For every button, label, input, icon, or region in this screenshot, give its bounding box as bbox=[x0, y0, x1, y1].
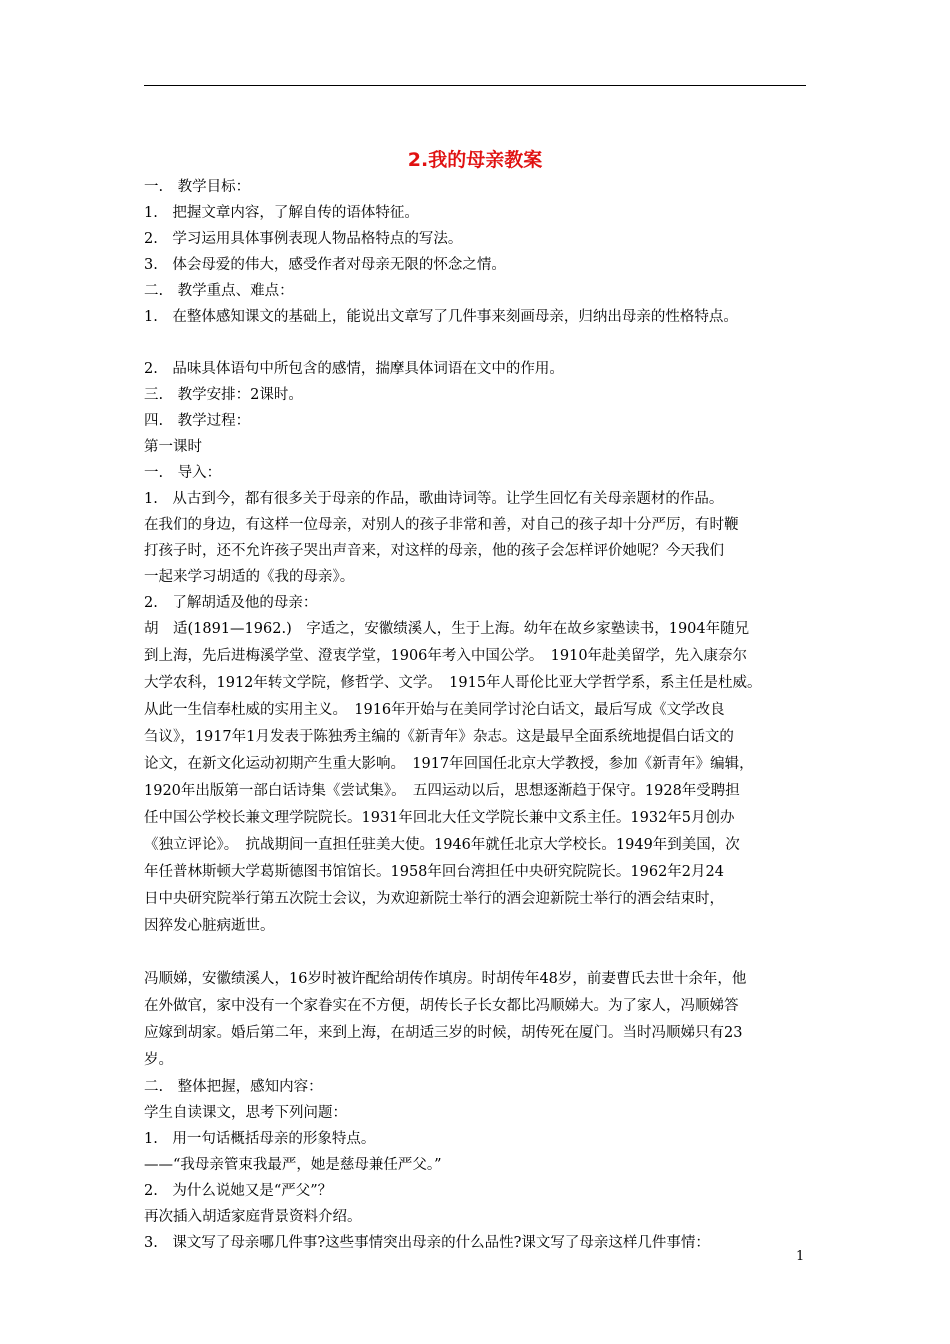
text-line: 论文，在新文化运动初期产生重大影响。 1917年回国任北京大学教授，参加《新青年》编辑， bbox=[144, 756, 754, 772]
text-line: 应嫁到胡家。婚后第二年，来到上海，在胡适三岁的时候，胡传死在厦门。当时冯顺娣只有23 bbox=[144, 1025, 743, 1041]
text-line: 打孩子时，还不允许孩子哭出声音来，对这样的母亲，他的孩子会怎样评价她呢？今天我们 bbox=[144, 543, 724, 559]
answer-1: ——“我母亲管束我最严，她是慈母兼任严父。” bbox=[144, 1157, 442, 1173]
section-heading-objectives: 一. 教学目标： bbox=[144, 179, 251, 195]
document-body bbox=[144, 174, 820, 1256]
text-line: 在我们的身边，有这样一位母亲，对别人的孩子非常和善，对自己的孩子却十分严厉，有时鞭 bbox=[144, 517, 739, 533]
question-1: 1. 用一句话概括母亲的形象特点。 bbox=[144, 1131, 376, 1147]
text-line: 1920年出版第一部白话诗集《尝试集》。 五四运动以后，思想逐渐趋于保守。1928年受聘担 bbox=[144, 783, 740, 799]
text-line: 《独立评论》。 抗战期间一直担任驻美大使。1946年就任北京大学校长。1949年到美国，次 bbox=[144, 837, 740, 853]
objective-3: 3. 体会母爱的伟大，感受作者对母亲无限的怀念之情。 bbox=[144, 257, 506, 273]
text-line: 在外做官，家中没有一个家眷实在不方便，胡传长子长女都比冯顺娣大。为了家人，冯顺娣答 bbox=[144, 998, 739, 1014]
question-3: 3. 课文写了母亲哪几件事?这些事情突出母亲的什么品性?课文写了母亲这样几件事情： bbox=[144, 1235, 710, 1251]
text-line: 学生自读课文，思考下列问题： bbox=[144, 1105, 347, 1121]
page-number: 1 bbox=[796, 1249, 805, 1264]
subheading-intro: 一. 导入： bbox=[144, 465, 222, 481]
key-point-2: 2. 品味具体语句中所包含的感情，揣摩具体词语在文中的作用。 bbox=[144, 361, 564, 377]
text-line: 大学农科，1912年转文学院，修哲学、文学。 1915年人哥伦比亚大学哲学系，系主任是杜威。 bbox=[144, 675, 762, 691]
question-2: 2. 为什么说她又是“严父”？ bbox=[144, 1183, 333, 1199]
section-heading-process: 四. 教学过程： bbox=[144, 413, 251, 429]
document-title: 2.我的母亲教案 bbox=[407, 149, 543, 171]
text-line: 1. 从古到今，都有很多关于母亲的作品，歌曲诗词等。让学生回忆有关母亲题材的作品。 bbox=[144, 491, 724, 507]
objective-1: 1. 把握文章内容，了解自传的语体特征。 bbox=[144, 205, 419, 221]
text-line: 日中央研究院举行第五次院士会议，为欢迎新院士举行的酒会迎新院士举行的酒会结束时， bbox=[144, 891, 724, 907]
text-line: 刍议》，1917年1月发表于陈独秀主编的《新青年》杂志。这是最早全面系统地提倡白话文的 bbox=[144, 729, 734, 745]
blank-line bbox=[144, 940, 820, 966]
text-line: 胡 适(1891—1962.) 字适之，安徽绩溪人，生于上海。幼年在故乡家塾读书，1904年随兄 bbox=[144, 621, 750, 637]
blank-line bbox=[144, 330, 820, 356]
objective-2: 2. 学习运用具体事例表现人物品格特点的写法。 bbox=[144, 231, 463, 247]
text-line: 年任普林斯顿大学葛斯德图书馆馆长。1958年回台湾担任中央研究院院长。1962年2月24 bbox=[144, 864, 724, 880]
key-point-1: 1. 在整体感知课文的基础上，能说出文章写了几件事来刻画母亲，归纳出母亲的性格特点。 bbox=[144, 309, 738, 325]
text-line: 到上海，先后进梅溪学堂、澄衷学堂，1906年考入中国公学。 1910年赴美留学，先入康奈尔 bbox=[144, 648, 748, 664]
header-rule bbox=[144, 85, 806, 86]
text-line: 任中国公学校长兼文理学院院长。1931年回北大任文学院长兼中文系主任。1932年5月创办 bbox=[144, 810, 735, 826]
text-line: 从此一生信奉杜威的实用主义。 1916年开始与在美同学讨沦白话文，最后写成《文学改良 bbox=[144, 702, 725, 718]
section-heading-overview: 二. 整体把握，感知内容： bbox=[144, 1079, 323, 1095]
text-line: 再次插入胡适家庭背景资料介绍。 bbox=[144, 1209, 362, 1225]
text-line: 冯顺娣，安徽绩溪人，16岁时被许配给胡传作填房。时胡传年48岁，前妻曹氏去世十余年，他 bbox=[144, 971, 747, 987]
section-heading-key-points: 二. 教学重点、难点： bbox=[144, 283, 294, 299]
section-heading-schedule: 三. 教学安排：2课时。 bbox=[144, 387, 303, 403]
text-line: 因猝发心脏病逝世。 bbox=[144, 918, 275, 934]
text-line: 一起来学习胡适的《我的母亲》。 bbox=[144, 569, 355, 585]
lesson-heading: 第一课时 bbox=[144, 439, 202, 455]
text-line: 岁。 bbox=[144, 1052, 173, 1068]
subheading-biography: 2. 了解胡适及他的母亲： bbox=[144, 595, 318, 611]
